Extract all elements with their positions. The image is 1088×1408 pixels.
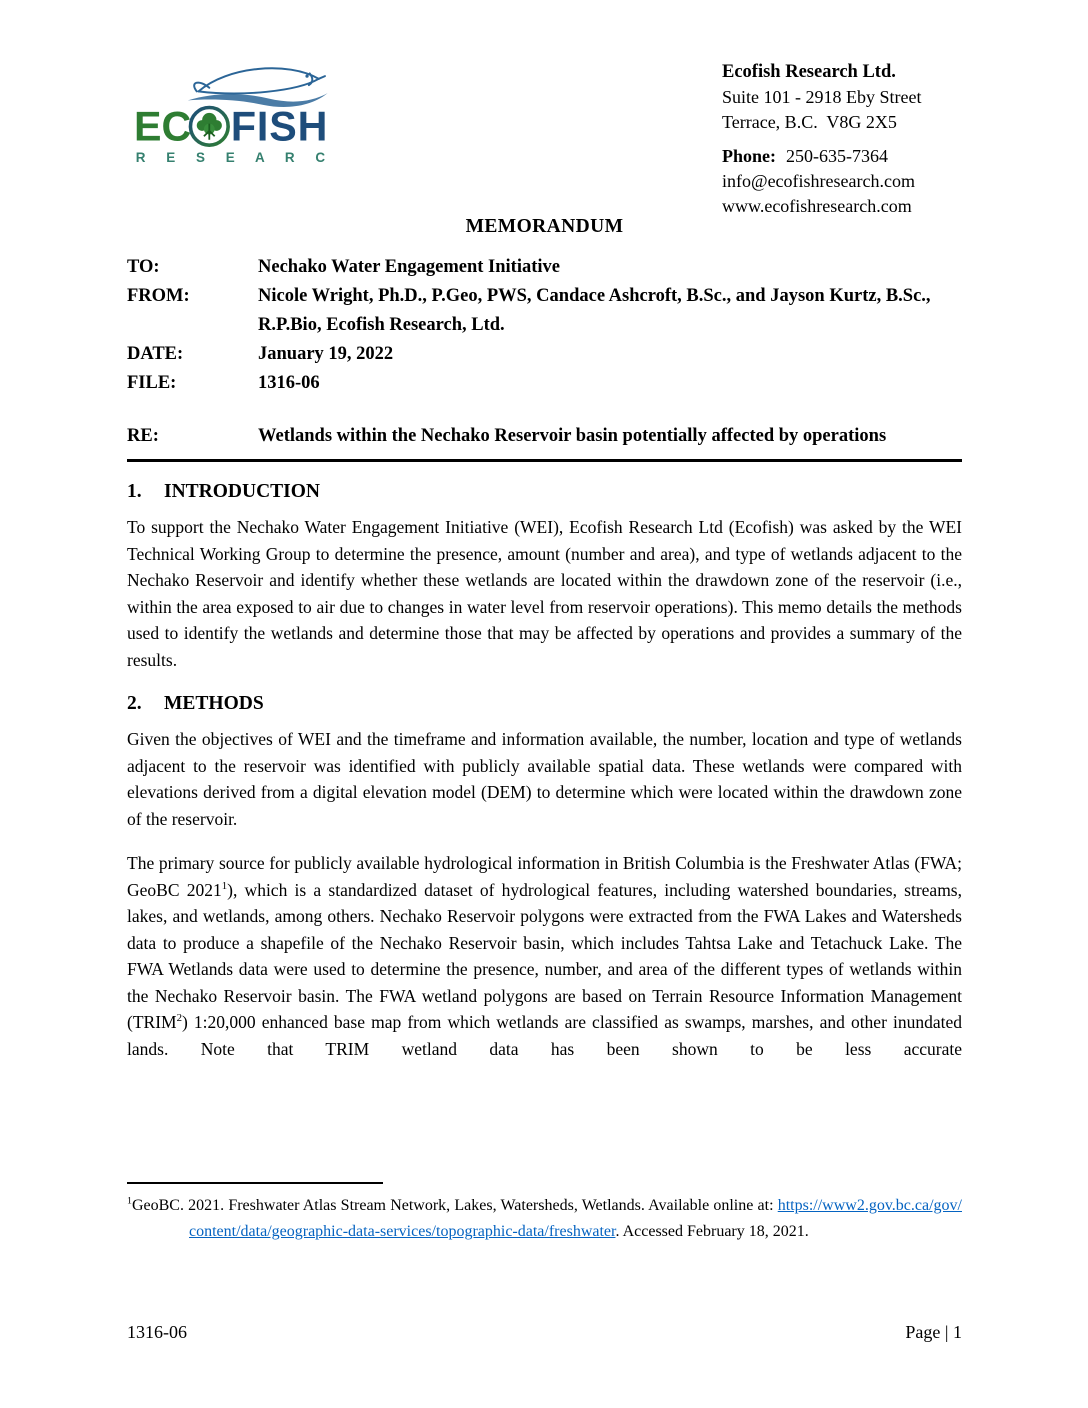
memo-field-label: DATE: — [127, 344, 184, 364]
footer-file-number: 1316-06 — [127, 1322, 187, 1342]
section-number: 2. — [127, 693, 142, 714]
footnotes-container — [127, 1193, 962, 1244]
svg-text:EC: EC — [134, 103, 192, 150]
footnote-hyperlink[interactable]: https://www2.gov.bc.ca/gov/content/data/geographic-data-services/topographic-data/freshwater — [189, 1197, 962, 1240]
memo-field-row — [127, 369, 962, 398]
sections-container — [127, 479, 962, 1062]
phone-row — [722, 144, 992, 169]
footnote-reference: 1 — [127, 1195, 132, 1207]
email-address: info@ecofishresearch.com — [722, 171, 915, 191]
header-divider — [127, 459, 962, 462]
footnote-divider — [127, 1182, 383, 1184]
memo-field-row — [127, 340, 962, 369]
section-title: METHODS — [164, 693, 264, 714]
fish-icon — [194, 68, 325, 93]
ecofish-logo-icon — [134, 54, 342, 170]
letterhead-contact — [722, 60, 992, 219]
memo-field-value: 1316-06 — [258, 373, 320, 393]
footnote-reference: 2 — [176, 1012, 182, 1025]
re-label: RE: — [127, 426, 159, 446]
memo-field-label: FROM: — [127, 286, 190, 306]
footnote-area — [127, 1182, 962, 1244]
section-heading — [127, 479, 962, 505]
section-number: 1. — [127, 481, 142, 502]
memo-field-value: January 19, 2022 — [258, 344, 394, 364]
memo-field-value: Nicole Wright, Ph.D., P.Geo, PWS, Candace Ashcroft, B.Sc., and Jayson Kurtz, B.Sc., R.P.Bio, Ecofish Research, Ltd. — [258, 286, 931, 335]
memo-field-row — [127, 253, 962, 282]
tree-icon — [197, 113, 222, 140]
body-paragraph: The primary source for publicly available hydrological information in British Columbia is the Freshwater Atlas (FWA; GeoBC 2021$^1$), which is a standardized dataset of hydrological features, including watershed boundaries, streams, lakes, and wetlands, among others. Nechako Reservoir polygons were extracted from the FWA Lakes and Watersheds data to produce a shapefile of the Nechako Reservoir basin, which includes Tahtsa Lake and Tetachuck Lake. The FWA Wetlands data were used to determine the presence, number, and area of the different types of wetlands within the Nechako Reservoir basin. The FWA wetland polygons are based on Terrain Resource Information Management (TRIM$^2$) 1:20,000 enhanced base map from which wetlands are classified as swamps, marshes, and other inundated lands. Note that TRIM wetland data has been shown to be less accurate — [127, 853, 962, 1059]
ecofish-logo — [134, 54, 342, 170]
phone-number: 250-635-7364 — [786, 146, 888, 166]
address-line-1: Suite 101 - 2918 Eby Street — [722, 87, 922, 107]
body-paragraph: Given the objectives of WEI and the timeframe and information available, the number, location and type of wetlands adjacent to the reservoir was identified with publicly available spatial data. These wetlands were compared with elevations derived from a digital elevation model (DEM) to determine which were located within the drawdown zone of the reservoir. — [127, 729, 962, 829]
website-address: www.ecofishresearch.com — [722, 196, 912, 216]
memo-body — [127, 216, 962, 1080]
memo-field-label: FILE: — [127, 373, 177, 393]
logo-research-text: R E S E A R C H — [135, 150, 342, 166]
body-paragraph: To support the Nechako Water Engagement Initiative (WEI), Ecofish Research Ltd (Ecofish) was asked by the WEI Technical Working Group to determine the presence, amount (number and area), and type of wetlands adjacent to the Nechako Reservoir and identify whether these wetlands are located within the drawdown zone of the reservoir (i.e., within the area exposed to air due to changes in water level from reservoir operations). This memo details the methods used to identify the wetlands and determine those that may be affected by operations and provides a summary of the results. — [127, 517, 962, 670]
memo-field-row — [127, 282, 962, 340]
re-value: Wetlands within the Nechako Reservoir basin potentially affected by operations — [258, 426, 887, 446]
memo-re-row — [127, 421, 962, 451]
page-footer — [127, 1322, 962, 1343]
memo-fields — [127, 253, 962, 398]
phone-label: Phone: — [722, 146, 776, 166]
address-line-2: Terrace, B.C. V8G 2X5 — [722, 112, 897, 132]
memo-title: MEMORANDUM — [465, 216, 624, 237]
footnote-reference: 1 — [221, 879, 228, 892]
fish-eye — [305, 75, 308, 78]
section-heading — [127, 691, 962, 717]
memo-field-label: TO: — [127, 257, 160, 277]
section-title: INTRODUCTION — [164, 481, 321, 502]
footer-page-number: Page | 1 — [905, 1322, 962, 1342]
memo-field-value: Nechako Water Engagement Initiative — [258, 257, 560, 277]
company-name: Ecofish Research Ltd. — [722, 62, 896, 82]
svg-text:FISH: FISH — [230, 103, 329, 150]
footnote: $^1$GeoBC. 2021. Freshwater Atlas Stream Network, Lakes, Watersheds, Wetlands. Available online at: https://www2.gov.bc.ca/gov/content/data/geographic-data-services/topographic-data/freshwater. Accessed February 18, 2021. — [127, 1195, 962, 1240]
